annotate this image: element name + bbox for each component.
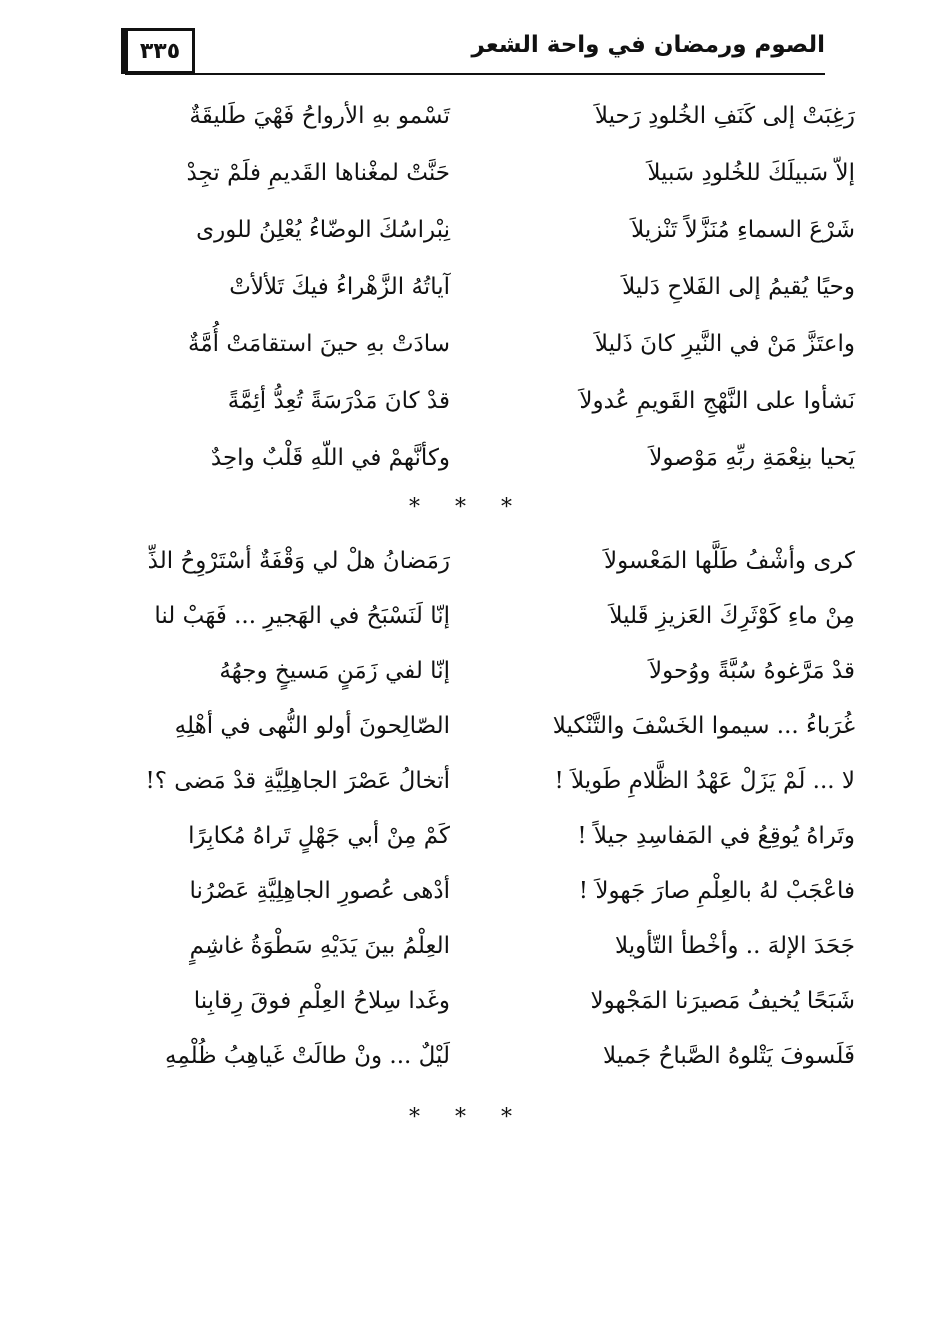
first-hemistich: رَمَضانُ هلْ لي وَقْفَةٌ أسْتَرْوِحُ الذِّ xyxy=(147,548,450,574)
section-separator: * * * xyxy=(409,1105,526,1130)
second-hemistich: وحيًا يُقيمُ إلى الفَلاحِ دَليلاَ xyxy=(622,274,855,300)
second-hemistich: رَغِبَتْ إلى كَنَفِ الخُلودِ رَحيلاَ xyxy=(594,103,855,129)
verse xyxy=(0,865,935,917)
second-hemistich: شَرْعَ السماءِ مُنَزَّلاً تَنْزيلاَ xyxy=(631,217,855,243)
verse xyxy=(0,90,935,142)
first-hemistich: تَسْمو بهِ الأرواحُ فَهْيَ طَليقَةٌ xyxy=(189,103,450,129)
first-hemistich: آياتُهُ الزَّهْراءُ فيكَ تَلألأتْ xyxy=(229,274,450,300)
second-hemistich: كرى وأشْفُ طَلَّها المَعْسولاَ xyxy=(604,548,855,574)
first-hemistich: إنّا لَنَسْبَحُ في الهَجيرِ ... فَهَبْ لنا xyxy=(154,603,450,629)
second-hemistich: فاعْجَبْ لهُ بالعِلْمِ صارَ جَهولاَ ! xyxy=(578,878,855,904)
verse xyxy=(0,590,935,642)
page-header xyxy=(125,28,825,74)
second-hemistich: جَحَدَ الإلهَ .. وأخْطأ التّأويلا xyxy=(614,933,855,959)
first-hemistich: سادَتْ بهِ حينَ استقامَتْ أُمَّةٌ xyxy=(187,331,450,357)
verse xyxy=(0,920,935,972)
first-hemistich: قدْ كانَ مَدْرَسَةً تُعِدُّ أئِمَّةً xyxy=(227,388,450,414)
second-hemistich: مِنْ ماءِ كَوْثَرِكَ العَزيزِ قَليلاَ xyxy=(609,603,855,629)
first-hemistich: حَنَّتْ لمغْناها القَديمِ فلَمْ تجِدْ xyxy=(186,160,450,186)
verse xyxy=(0,755,935,807)
first-hemistich: وغَدا سِلاحُ العِلْمِ فوقَ رِقابِنا xyxy=(193,988,450,1014)
first-hemistich: العِلْمُ بينَ يَدَيْهِ سَطْوَةُ غاشِمٍ xyxy=(189,933,450,959)
verse xyxy=(0,1030,935,1082)
running-title: الصوم ورمضان في واحة الشعر xyxy=(471,32,825,58)
verse xyxy=(0,810,935,862)
first-hemistich: الصّالِحونَ أولو النُّهى في أهْلِهِ xyxy=(174,713,450,739)
first-hemistich: إنّا لفي زَمَنٍ مَسيخٍ وجهُهُ xyxy=(219,658,450,684)
section-separator: * * * xyxy=(409,495,526,520)
page-number: ٣٣٥ xyxy=(125,28,195,74)
first-hemistich: كَمْ مِنْ أبي جَهْلٍ تَراهُ مُكابِرًا xyxy=(188,823,450,849)
verse xyxy=(0,535,935,587)
verse xyxy=(0,700,935,752)
second-hemistich: يَحيا بنِعْمَةِ ربِّهِ مَوْصولاَ xyxy=(649,445,855,471)
second-hemistich: وتَراهُ يُوقِعُ في المَفاسِدِ جيلاً ! xyxy=(577,823,855,849)
second-hemistich: شَبَحًا يُخيفُ مَصيرَنا المَجْهولا xyxy=(590,988,855,1014)
verse xyxy=(0,318,935,370)
header-rule xyxy=(125,73,825,75)
second-hemistich: إلاّ سَبيلَكَ للخُلودِ سَبيلاَ xyxy=(647,160,855,186)
second-hemistich: فَلَسوفَ يَتْلوهُ الصَّباحُ جَميلا xyxy=(603,1043,855,1069)
second-hemistich: قدْ مَرَّغوهُ سُبَّةً ووُحولاَ xyxy=(649,658,855,684)
first-hemistich: نِبْراسُكَ الوضّاءُ يُعْلِنُ للورى xyxy=(196,217,450,243)
verse xyxy=(0,432,935,484)
verse xyxy=(0,147,935,199)
first-hemistich: لَيْلٌ ... ونْ طالَتْ غَياهِبُ ظُلْمِهِ xyxy=(165,1043,450,1069)
verse xyxy=(0,204,935,256)
second-hemistich: غُرَباءُ ... سيموا الخَسْفَ والتَّنْكيلا xyxy=(552,713,855,739)
first-hemistich: أتخالُ عَصْرَ الجاهِلِيَّةِ قدْ مَضى ؟! xyxy=(145,768,450,794)
verse xyxy=(0,375,935,427)
second-hemistich: نَشأوا على النَّهْجِ القَويمِ عُدولاَ xyxy=(579,388,855,414)
first-hemistich: أدْهى عُصورِ الجاهِلِيَّةِ عَصْرُنا xyxy=(189,878,450,904)
verse xyxy=(0,645,935,697)
second-hemistich: لا ... لَمْ يَزَلْ عَهْدُ الظَّلامِ طَويلاَ ! xyxy=(554,768,855,794)
verse xyxy=(0,261,935,313)
verse xyxy=(0,975,935,1027)
second-hemistich: واعتَزَّ مَنْ في النَّيرِ كانَ ذَليلاَ xyxy=(594,331,855,357)
first-hemistich: وكأنَّهمْ في اللّهِ قَلْبٌ واحِدٌ xyxy=(210,445,450,471)
